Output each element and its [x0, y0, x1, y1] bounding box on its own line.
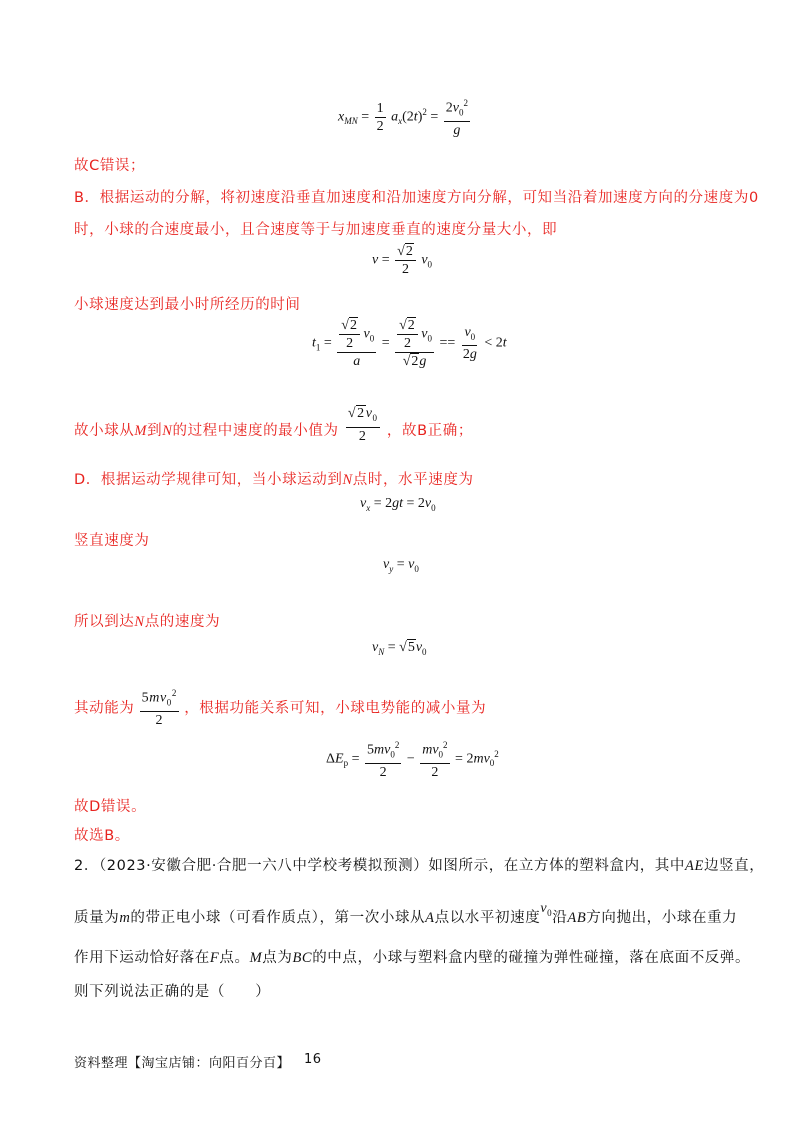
equation-vn: $v_N = √5v_0$	[372, 640, 427, 657]
equation-vx: $v_x = 2gt = 2v_0$	[360, 496, 436, 513]
vertical-speed-label: 竖直速度为	[74, 533, 150, 549]
c-wrong-line: 故C错误；	[74, 158, 146, 174]
reach-n-line: 所以到达N点的速度为	[74, 614, 221, 630]
page-number: 16	[304, 1052, 322, 1067]
equation-vmin: v = $\frac{√2}{2}$ $v_0$	[372, 244, 433, 277]
equation-t1: $t_1$ = $\frac{√2}{2}$ $v_0$ a = $\frac{√2}{2}$ $v_0$ √2g == $\frac{v_0}{2g}$ < 2t	[312, 318, 507, 369]
equation-delta-ep: $\Delta E_p$ = $\frac{5mv_0^2}{2}$ − $\frac{mv_0^2}{2}$ = $2mv_0^2$	[326, 740, 499, 781]
footer-source: 资料整理【淘宝店铺：向阳百分百】	[74, 1056, 291, 1071]
equation-xmn: $x_{MN}$ = $\frac{1}{2}$ $a_x(2t)^2$ = $\frac{2v_0^2}{g}$	[338, 98, 468, 139]
b-explanation-line2: 时，小球的合速度最小，且合速度等于与加速度垂直的速度分量大小，即	[74, 222, 558, 238]
equation-vy: $v_y = v_0$	[383, 557, 419, 574]
min-time-label: 小球速度达到最小时所经历的时间	[74, 297, 301, 313]
question-2-line3: 作用下运动恰好落在F点。M点为BC的中点，小球与塑料盒内壁的碰撞为弹性碰撞，落在底面不反弹。	[74, 950, 751, 966]
b-explanation-line1: B．根据运动的分解，将初速度沿垂直加速度和沿加速度方向分解，可知当沿着加速度方向的分速度为0	[74, 190, 759, 206]
question-2-line1: 2．（2023·安徽合肥·合肥一六八中学校考模拟预测）如图所示，在立方体的塑料盒内，其中AE边竖直，	[74, 858, 765, 874]
d-wrong-line: 故D错误。	[74, 799, 147, 815]
question-2-line2: 质量为m的带正电小球（可看作质点），第一次小球从A点以水平初速度$v_0$沿AB方向抛出，小球在重力	[74, 901, 738, 926]
min-speed-line: 故小球从M到N的过程中速度的最小值为 $\frac{√2v_0}{2}$ ，故B正确；	[74, 406, 473, 444]
d-explanation-line: D．根据运动学规律可知，当小球运动到N点时，水平速度为	[74, 472, 474, 488]
kinetic-energy-line: 其动能为 $\frac{5mv_0^2}{2}$ ，根据功能关系可知，小球电势能的减小量为	[74, 688, 487, 729]
question-2-line4: 则下列说法正确的是（ ）	[74, 984, 271, 1000]
choose-b-line: 故选B。	[74, 828, 130, 844]
